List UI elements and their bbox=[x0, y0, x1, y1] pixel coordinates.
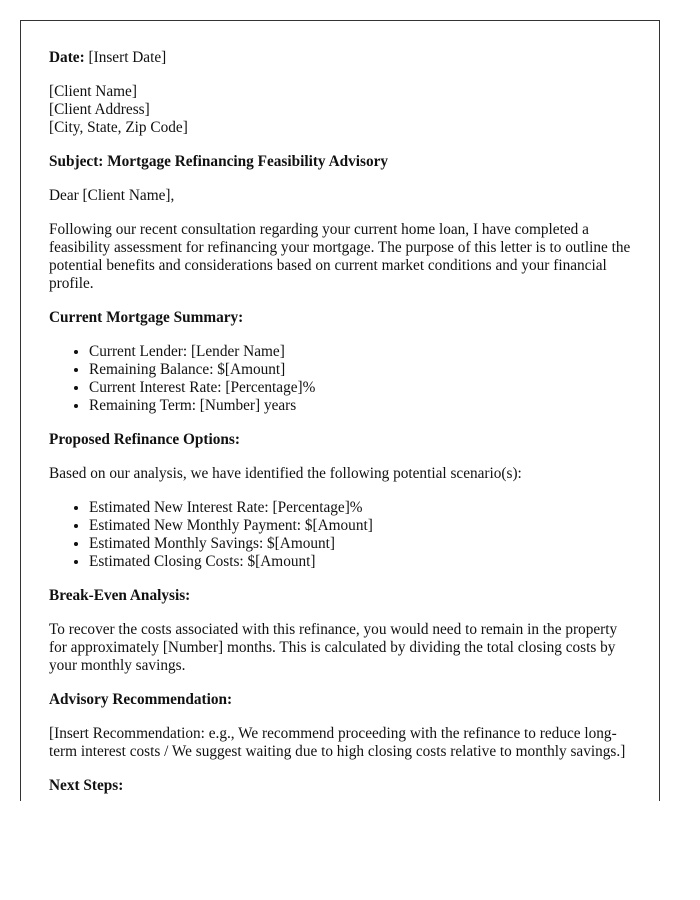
recipient-name: [Client Name] bbox=[49, 83, 137, 100]
list-item: • Estimated Monthly Savings: $[Amount] bbox=[89, 535, 631, 553]
list-item: • Current Interest Rate: [Percentage]% bbox=[89, 379, 631, 397]
recommendation-paragraph: [Insert Recommendation: e.g., We recommend proceeding with the refinance to reduce long-term interest costs / We suggest waiting due to high closing costs relative to monthly savings.] bbox=[49, 725, 626, 760]
proposed-options-intro: Based on our analysis, we have identified the following potential scenario(s): bbox=[49, 465, 522, 482]
salutation: Dear [Client Name], bbox=[49, 187, 175, 204]
recipient-block bbox=[49, 83, 631, 137]
list-item: • Estimated New Monthly Payment: $[Amount] bbox=[89, 517, 631, 535]
break-even-paragraph: To recover the costs associated with this refinance, you would need to remain in the property for approximately [Number] months. This is calculated by dividing the total closing costs by your monthly savings. bbox=[49, 621, 618, 674]
subject-line: Subject: Mortgage Refinancing Feasibility Advisory bbox=[49, 153, 389, 170]
list-item: • Remaining Term: [Number] years bbox=[89, 397, 631, 415]
date-value: [Insert Date] bbox=[88, 49, 167, 66]
list-item: • Remaining Balance: $[Amount] bbox=[89, 361, 631, 379]
next-steps-heading: Next Steps: bbox=[49, 777, 124, 794]
current-mortgage-list bbox=[49, 343, 631, 415]
list-item: • Estimated New Interest Rate: [Percentage]% bbox=[89, 499, 631, 517]
break-even-heading: Break-Even Analysis: bbox=[49, 587, 191, 604]
intro-paragraph: Following our recent consultation regarding your current home loan, I have completed a feasibility assessment for refinancing your mortgage. The purpose of this letter is to outline the potential benefits and considerations based on current market conditions and your financial profile. bbox=[49, 221, 631, 292]
letter-body bbox=[21, 21, 659, 795]
current-mortgage-heading: Current Mortgage Summary: bbox=[49, 309, 244, 326]
list-item: • Estimated Closing Costs: $[Amount] bbox=[89, 553, 631, 571]
proposed-options-heading: Proposed Refinance Options: bbox=[49, 431, 240, 448]
list-item: • Current Lender: [Lender Name] bbox=[89, 343, 631, 361]
recipient-city-state-zip: [City, State, Zip Code] bbox=[49, 119, 188, 136]
letter-document bbox=[20, 20, 660, 801]
date-label: Date: bbox=[49, 49, 85, 66]
recommendation-heading: Advisory Recommendation: bbox=[49, 691, 233, 708]
date-line bbox=[49, 49, 631, 67]
proposed-options-list bbox=[49, 499, 631, 571]
recipient-address: [Client Address] bbox=[49, 101, 150, 118]
